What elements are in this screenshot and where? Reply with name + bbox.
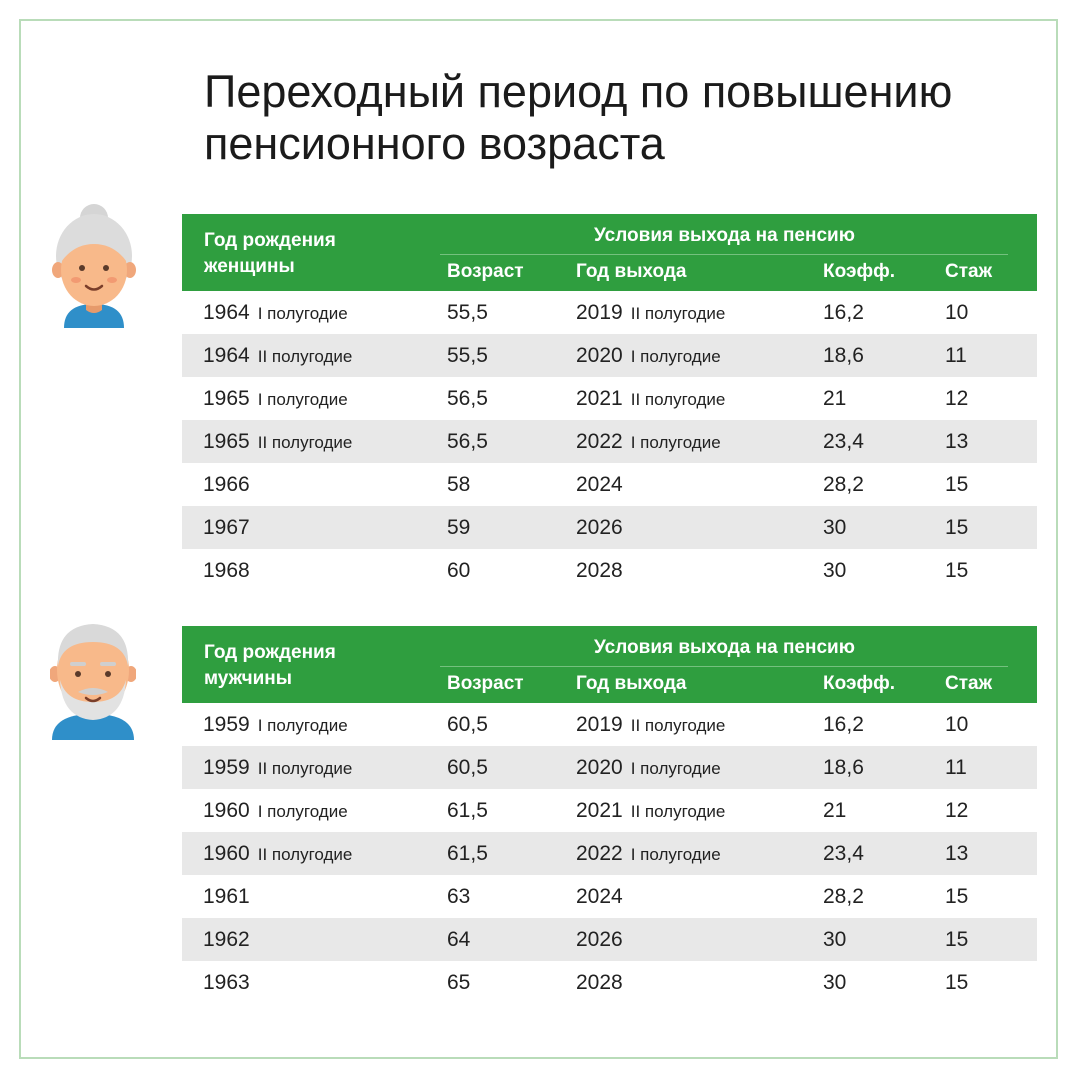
stazh-cell: 11 [945, 344, 967, 367]
exit-year: 2019 [576, 301, 623, 324]
age-cell: 61,5 [447, 799, 488, 822]
header-line-2: мужчины [204, 668, 293, 689]
exit-year-column-header: Год выхода [576, 261, 687, 282]
stazh-cell: 11 [945, 756, 967, 779]
birth-year: 1968 [203, 559, 250, 582]
age-cell: 64 [447, 928, 471, 951]
page-title [204, 66, 1044, 170]
table-row [182, 506, 1037, 549]
coef-cell: 21 [823, 387, 847, 410]
coef-cell: 18,6 [823, 756, 864, 779]
birth-year: 1964 [203, 301, 250, 324]
birth-cell [203, 377, 348, 421]
birth-cell [203, 291, 348, 335]
exit-cell [576, 703, 725, 747]
stazh-cell: 10 [945, 301, 969, 324]
header-divider [440, 666, 1008, 667]
birth-half: II полугодие [257, 759, 353, 778]
birth-year: 1960 [203, 799, 250, 822]
birth-year: 1960 [203, 842, 250, 865]
age-column-header: Возраст [447, 673, 524, 694]
birth-half: II полугодие [257, 347, 353, 366]
birth-cell [203, 463, 250, 506]
title-line-1: Переходный период по повышению [204, 66, 953, 117]
age-cell: 60,5 [447, 713, 488, 736]
birth-cell [203, 875, 250, 918]
birth-year: 1965 [203, 430, 250, 453]
birth-cell [203, 334, 352, 378]
exit-cell [576, 463, 623, 506]
exit-cell [576, 789, 725, 833]
exit-year: 2024 [576, 473, 623, 496]
birth-cell [203, 549, 250, 592]
table-row [182, 377, 1037, 420]
exit-half: II полугодие [630, 802, 726, 821]
age-cell: 59 [447, 516, 471, 539]
table-row [182, 832, 1037, 875]
age-cell: 63 [447, 885, 471, 908]
birth-year: 1959 [203, 756, 250, 779]
birth-cell [203, 918, 250, 961]
stazh-cell: 15 [945, 516, 969, 539]
birth-year: 1959 [203, 713, 250, 736]
exit-cell [576, 420, 721, 464]
coef-column-header: Коэфф. [823, 673, 895, 694]
birth-cell [203, 746, 352, 790]
exit-half: I полугодие [630, 845, 721, 864]
exit-year: 2019 [576, 713, 623, 736]
table-row [182, 961, 1037, 1004]
exit-year: 2022 [576, 842, 623, 865]
exit-half: II полугодие [630, 390, 726, 409]
stazh-cell: 12 [945, 387, 969, 410]
birth-cell [203, 789, 348, 833]
exit-year: 2021 [576, 387, 623, 410]
birth-year: 1967 [203, 516, 250, 539]
coef-cell: 16,2 [823, 301, 864, 324]
table-header [182, 626, 1037, 703]
header-line-2: женщины [204, 256, 295, 277]
grandmother-icon [52, 200, 136, 328]
stazh-cell: 15 [945, 473, 969, 496]
exit-half: I полугодие [630, 433, 721, 452]
birth-cell [203, 961, 250, 1004]
exit-half: I полугодие [630, 347, 721, 366]
coef-cell: 23,4 [823, 842, 864, 865]
table-row [182, 463, 1037, 506]
exit-cell [576, 291, 725, 335]
coef-cell: 16,2 [823, 713, 864, 736]
stazh-cell: 15 [945, 971, 969, 994]
table-row [182, 420, 1037, 463]
exit-year: 2028 [576, 971, 623, 994]
exit-year: 2021 [576, 799, 623, 822]
exit-year: 2024 [576, 885, 623, 908]
exit-cell [576, 746, 721, 790]
coef-cell: 30 [823, 928, 847, 951]
conditions-header: Условия выхода на пенсию [594, 637, 855, 658]
birth-half: I полугодие [257, 802, 348, 821]
coef-cell: 23,4 [823, 430, 864, 453]
birth-half: I полугодие [257, 716, 348, 735]
age-cell: 55,5 [447, 344, 488, 367]
birth-year: 1963 [203, 971, 250, 994]
exit-cell [576, 832, 721, 876]
birth-cell [203, 832, 352, 876]
coef-cell: 30 [823, 559, 847, 582]
birth-year: 1961 [203, 885, 250, 908]
age-cell: 61,5 [447, 842, 488, 865]
coef-cell: 21 [823, 799, 847, 822]
stazh-cell: 10 [945, 713, 969, 736]
table-row [182, 918, 1037, 961]
women-table [182, 214, 1037, 592]
exit-cell [576, 549, 623, 592]
exit-cell [576, 961, 623, 1004]
table-header [182, 214, 1037, 291]
age-cell: 60 [447, 559, 471, 582]
header-line-1: Год рождения [204, 642, 336, 663]
exit-cell [576, 334, 721, 378]
birth-year-header [182, 626, 437, 692]
age-cell: 56,5 [447, 430, 488, 453]
birth-cell [203, 703, 348, 747]
birth-cell [203, 420, 352, 464]
exit-half: II полугодие [630, 304, 726, 323]
birth-year: 1965 [203, 387, 250, 410]
stazh-cell: 13 [945, 842, 969, 865]
conditions-header: Условия выхода на пенсию [594, 225, 855, 246]
coef-cell: 30 [823, 971, 847, 994]
grandfather-icon [50, 618, 136, 740]
birth-cell [203, 506, 250, 549]
age-cell: 60,5 [447, 756, 488, 779]
birth-half: II полугодие [257, 845, 353, 864]
coef-cell: 30 [823, 516, 847, 539]
age-cell: 58 [447, 473, 471, 496]
header-divider [440, 254, 1008, 255]
birth-half: I полугодие [257, 390, 348, 409]
coef-cell: 18,6 [823, 344, 864, 367]
stazh-cell: 13 [945, 430, 969, 453]
coef-cell: 28,2 [823, 473, 864, 496]
age-cell: 55,5 [447, 301, 488, 324]
birth-year: 1964 [203, 344, 250, 367]
table-row [182, 334, 1037, 377]
table-row [182, 549, 1037, 592]
stazh-column-header: Стаж [945, 673, 993, 694]
birth-year: 1966 [203, 473, 250, 496]
exit-year: 2026 [576, 928, 623, 951]
age-cell: 65 [447, 971, 471, 994]
stazh-cell: 12 [945, 799, 969, 822]
exit-half: I полугодие [630, 759, 721, 778]
stazh-cell: 15 [945, 885, 969, 908]
exit-year-column-header: Год выхода [576, 673, 687, 694]
exit-half: II полугодие [630, 716, 726, 735]
birth-half: I полугодие [257, 304, 348, 323]
header-line-1: Год рождения [204, 230, 336, 251]
exit-cell [576, 377, 725, 421]
birth-year-header [182, 214, 437, 280]
title-line-2: пенсионного возраста [204, 118, 665, 169]
table-row [182, 746, 1037, 789]
table-row [182, 875, 1037, 918]
exit-cell [576, 506, 623, 549]
table-row [182, 703, 1037, 746]
stazh-cell: 15 [945, 928, 969, 951]
table-row [182, 291, 1037, 334]
table-row [182, 789, 1037, 832]
exit-cell [576, 875, 623, 918]
exit-cell [576, 918, 623, 961]
stazh-column-header: Стаж [945, 261, 993, 282]
men-table [182, 626, 1037, 1004]
exit-year: 2020 [576, 344, 623, 367]
age-cell: 56,5 [447, 387, 488, 410]
coef-column-header: Коэфф. [823, 261, 895, 282]
exit-year: 2028 [576, 559, 623, 582]
birth-half: II полугодие [257, 433, 353, 452]
exit-year: 2026 [576, 516, 623, 539]
age-column-header: Возраст [447, 261, 524, 282]
birth-year: 1962 [203, 928, 250, 951]
exit-year: 2020 [576, 756, 623, 779]
coef-cell: 28,2 [823, 885, 864, 908]
stazh-cell: 15 [945, 559, 969, 582]
exit-year: 2022 [576, 430, 623, 453]
